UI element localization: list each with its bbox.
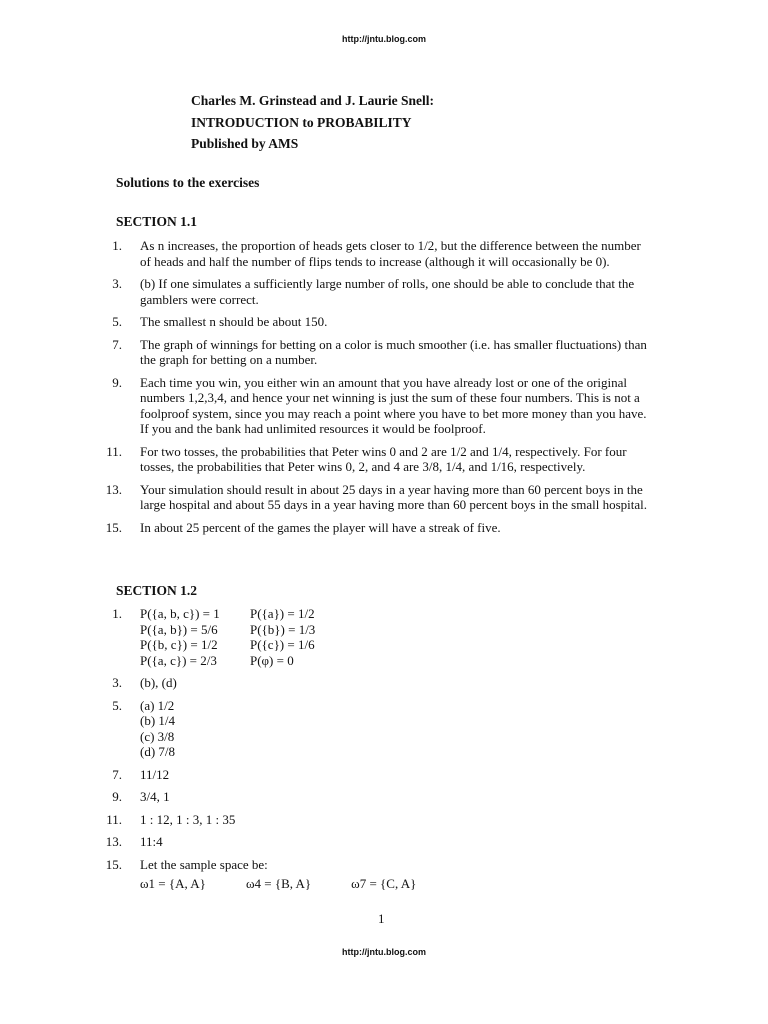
exercise-text (140, 444, 680, 475)
exercise-line: gamblers were correct. (140, 291, 259, 307)
prob-cell: P({a, b}) = 5/6 (140, 621, 218, 637)
exercise-text (140, 675, 680, 691)
exercise-line: tosses, the probabilities that Peter wins 0, 2, and 4 are 3/8, 1/4, and 1/16, respectively. (140, 459, 586, 474)
exercise-number: 3. (112, 276, 122, 291)
omega-element: ω1 = {A, A} (140, 876, 206, 891)
exercise-line: (a) 1/2 (140, 697, 175, 713)
exercise-item (100, 444, 680, 475)
exercise-number: 11. (106, 811, 122, 827)
solutions-heading: Solutions to the exercises (116, 175, 260, 190)
exercise-number: 5. (112, 697, 122, 713)
section-1-1-heading: SECTION 1.1 (116, 214, 198, 229)
authors-line: Charles M. Grinstead and J. Laurie Snell: (191, 93, 435, 108)
exercise-line: foolproof system, since you may reach a point where you have to bet more money than you have. (140, 405, 647, 421)
exercise-line: the graph for betting on a number. (140, 352, 318, 367)
exercise-number: 11. (106, 443, 122, 459)
exercise-number: 15. (105, 519, 122, 535)
exercise-text (140, 375, 680, 437)
exercise-item (100, 520, 680, 536)
exercise-item (100, 606, 680, 668)
exercise-text (140, 698, 680, 760)
exercise-line: numbers 1,2,3,4, and hence your net winning is just the sum of these four numbers. This is not a (140, 390, 640, 405)
exercise-text (140, 812, 680, 828)
exercise-number: 15. (105, 856, 122, 872)
exercise-item (100, 238, 680, 269)
prob-cell: P({a, c}) = 2/3 (140, 652, 217, 668)
exercise-number: 9. (112, 789, 122, 804)
exercise-line: (b), (d) (140, 675, 177, 690)
prob-cell: P({a}) = 1/2 (250, 606, 315, 621)
exercise-item (100, 767, 680, 783)
exercise-line: If you and the bank had unlimited resources it would be foolproof. (140, 421, 486, 436)
exercise-number: 1. (112, 238, 122, 253)
prob-cell: P({b, c}) = 1/2 (140, 637, 218, 652)
omega-element: ω4 = {B, A} (245, 876, 312, 891)
exercise-line: As n increases, the proportion of heads gets closer to 1/2, but the difference between the number (140, 238, 641, 253)
exercise-line: (c) 3/8 (140, 728, 175, 744)
exercise-number: 5. (112, 314, 122, 329)
exercise-text (140, 482, 680, 513)
exercise-item (100, 314, 680, 330)
prob-cell: P(φ) = 0 (250, 652, 294, 668)
exercise-line: large hospital and about 55 days in a year having more than 60 percent boys in the small hospital. (140, 497, 647, 512)
exercise-item (100, 698, 680, 760)
exercise-number: 13. (105, 834, 122, 849)
exercise-item (100, 337, 680, 368)
url-header[interactable]: http://jntu.blog.com (342, 34, 426, 44)
document-header (191, 90, 434, 155)
exercise-line: (b) If one simulates a sufficiently large number of rolls, one should be able to conclude that the (140, 276, 635, 291)
exercise-item (100, 857, 680, 892)
exercise-number: 7. (112, 336, 122, 352)
exercise-item (100, 276, 680, 307)
page-number: 1 (378, 911, 385, 926)
url-footer[interactable]: http://jntu.blog.com (342, 947, 426, 957)
exercise-text (140, 337, 680, 368)
exercise-line: The smallest n should be about 150. (140, 314, 328, 329)
exercise-text (140, 789, 680, 805)
section-1-2-items (100, 675, 680, 850)
exercise-text (140, 834, 680, 850)
exercise-number: 3. (112, 675, 122, 690)
exercise-line: 11/12 (140, 766, 170, 782)
prob-cell: P({c}) = 1/6 (250, 637, 315, 652)
exercise-line: The graph of winnings for betting on a color is much smoother (i.e. has smaller fluctuations) than (140, 336, 647, 352)
prob-cell: P({a, b, c}) = 1 (140, 606, 220, 621)
exercise-line: For two tosses, the probabilities that Peter wins 0 and 2 are 1/2 and 1/4, respectively. For four (140, 443, 627, 459)
exercise-number: 9. (112, 374, 122, 390)
exercise-line: of heads and half the number of flips tends to increase (although it will occasionally be 0). (140, 253, 610, 269)
exercise-item (100, 834, 680, 850)
exercise-text (140, 276, 680, 307)
exercise-item (100, 482, 680, 513)
exercise-line: (b) 1/4 (140, 713, 176, 728)
book-title: INTRODUCTION to PROBABILITY (191, 114, 412, 130)
exercise-text (140, 238, 680, 269)
section-1-2-heading: SECTION 1.2 (116, 583, 198, 598)
exercise-line: In about 25 percent of the games the player will have a streak of five. (140, 519, 501, 535)
exercise-line: 3/4, 1 (140, 789, 170, 804)
prob-cell: P({b}) = 1/3 (250, 621, 316, 637)
exercise-text (140, 857, 680, 892)
exercise-item (100, 375, 680, 437)
exercise-text (140, 314, 680, 330)
section-1-2-exercises (100, 606, 680, 899)
exercise-item (100, 675, 680, 691)
exercise-text (140, 520, 680, 536)
exercise-number: 13. (105, 481, 122, 497)
section-1-1-exercises (100, 238, 680, 542)
exercise-line: Let the sample space be: (140, 856, 268, 872)
exercise-text (140, 606, 680, 668)
publisher-line: Published by AMS (191, 136, 299, 151)
exercise-line: Your simulation should result in about 25 days in a year having more than 60 percent boys in the (140, 481, 643, 497)
exercise-number: 1. (112, 606, 122, 621)
omega-element: ω7 = {C, A} (351, 876, 417, 891)
exercise-line: Each time you win, you either win an amount that you have already lost or one of the original (140, 374, 628, 390)
exercise-item (100, 812, 680, 828)
exercise-line: (d) 7/8 (140, 744, 176, 759)
exercise-number: 7. (112, 766, 122, 782)
exercise-line: 1 : 12, 1 : 3, 1 : 35 (140, 811, 236, 827)
exercise-line: 11:4 (140, 834, 163, 849)
probability-grid (140, 606, 680, 668)
exercise-text (140, 767, 680, 783)
exercise-item (100, 789, 680, 805)
sample-space-list (140, 876, 680, 892)
